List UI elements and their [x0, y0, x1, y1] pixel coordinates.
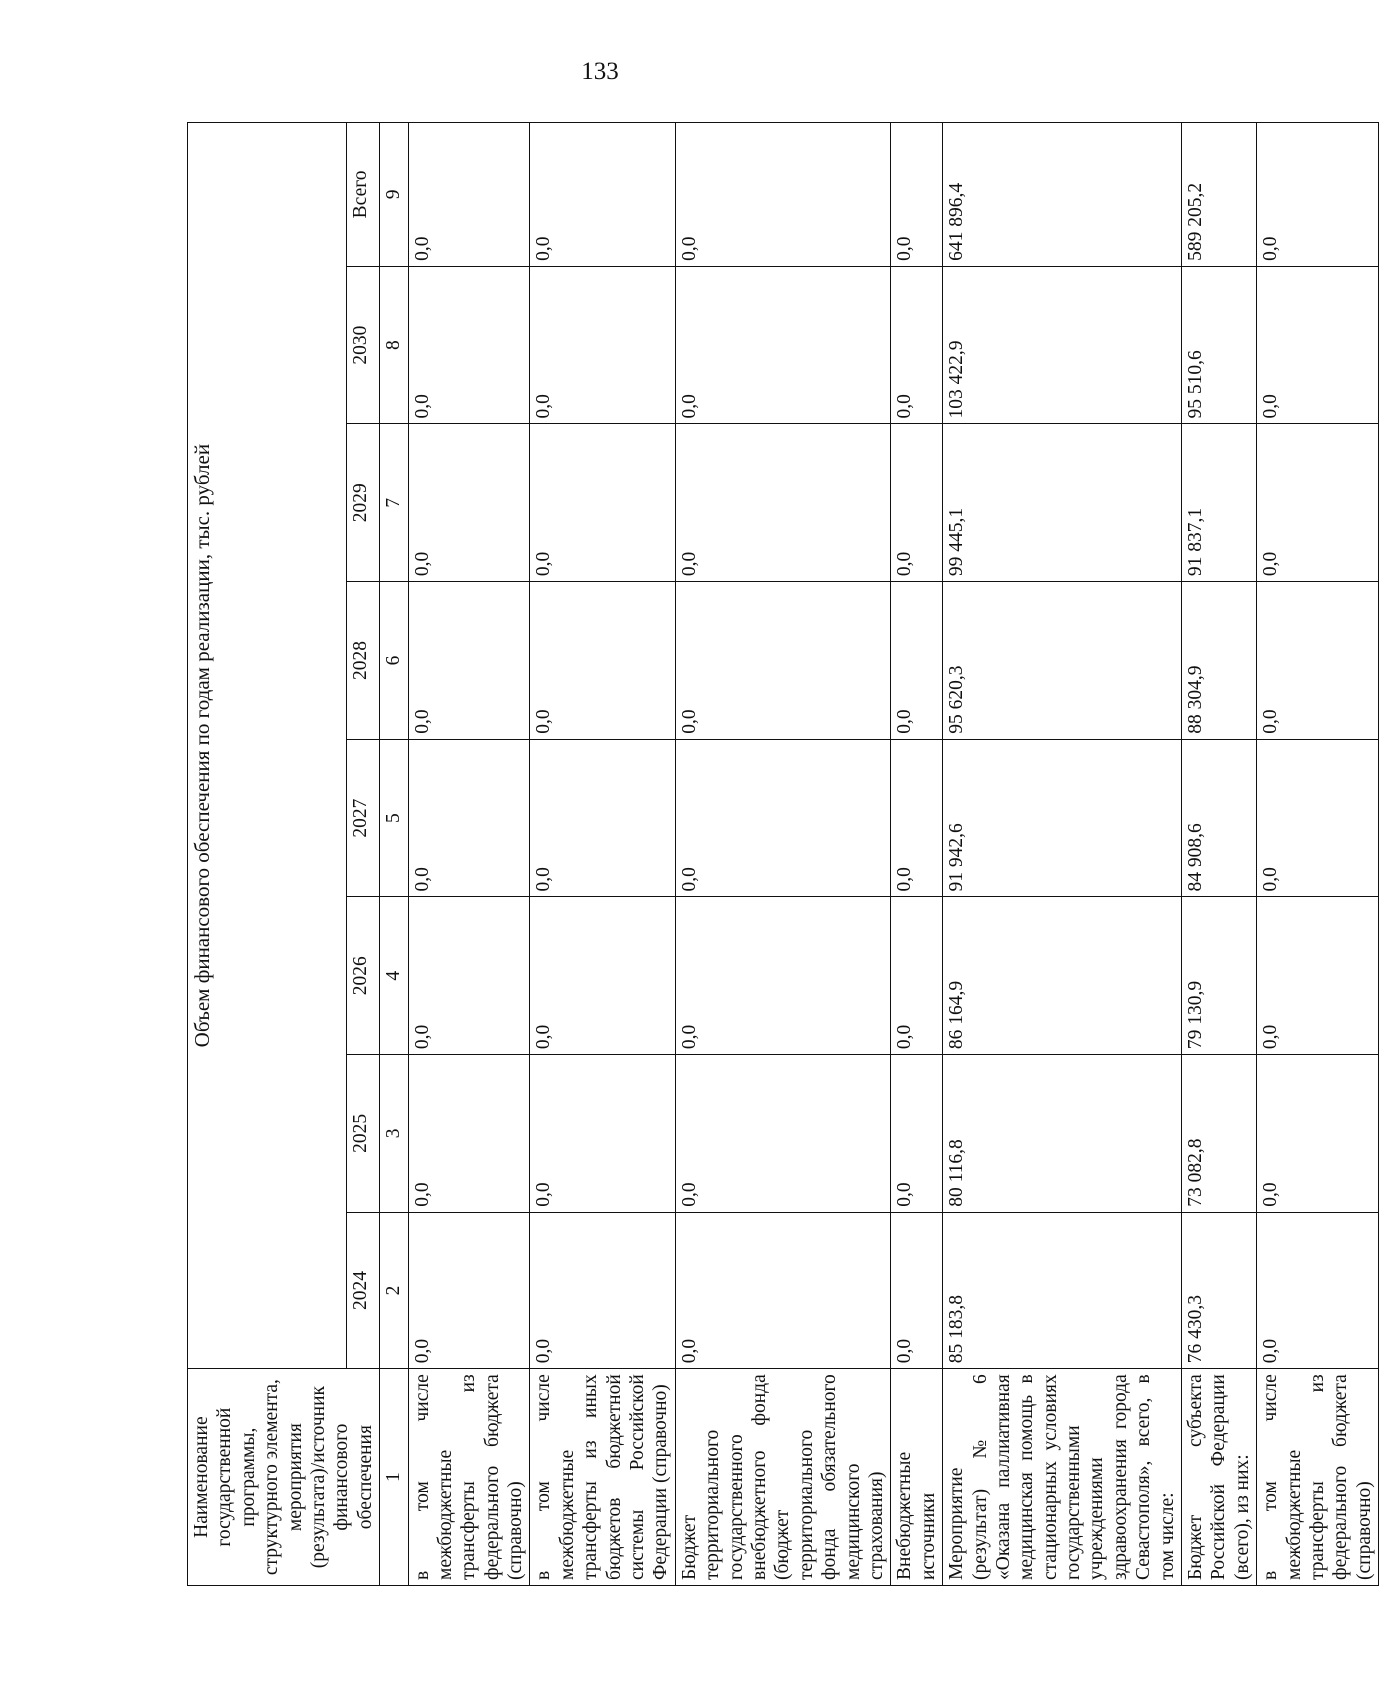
- value-cell: 0,0: [408, 1212, 530, 1368]
- value-cell: 0,0: [1257, 1212, 1379, 1368]
- value-cell: 0,0: [530, 1055, 675, 1213]
- column-index: 3: [380, 1055, 408, 1213]
- header-year: 2028: [347, 582, 380, 740]
- value-cell: 0,0: [530, 897, 675, 1055]
- row-label: в том числе межбюджетные трансферты из федерального бюджета (справочно): [1257, 1369, 1379, 1586]
- value-cell: 84 908,6: [1182, 739, 1257, 897]
- value-cell: 0,0: [408, 582, 530, 740]
- table-row: [1182, 123, 1257, 1586]
- value-cell: 95 620,3: [943, 582, 1182, 740]
- column-index: 2: [380, 1212, 408, 1368]
- header-year: 2029: [347, 424, 380, 582]
- value-cell: 91 942,6: [943, 739, 1182, 897]
- row-label: Бюджет территориального государственного внебюджетного фонда (бюджет территориального фонда обязательного медицинского страхования): [675, 1369, 891, 1586]
- value-cell: 0,0: [891, 266, 943, 424]
- table-row: [943, 123, 1182, 1586]
- page-number: 133: [581, 58, 619, 85]
- value-cell: 0,0: [675, 1055, 891, 1213]
- column-index: 5: [380, 739, 408, 897]
- column-index: 4: [380, 897, 408, 1055]
- value-cell: 641 896,4: [943, 123, 1182, 267]
- value-cell: 0,0: [1257, 1055, 1379, 1213]
- value-cell: 0,0: [891, 123, 943, 267]
- value-cell: 0,0: [530, 424, 675, 582]
- value-cell: 0,0: [1257, 266, 1379, 424]
- column-index: 7: [380, 424, 408, 582]
- header-name-cell: Наименование государственной программы, структурного элемента, мероприятия (результата)/источник финансового обеспечения: [188, 1369, 380, 1586]
- header-year: 2027: [347, 739, 380, 897]
- value-cell: 0,0: [408, 266, 530, 424]
- value-cell: 0,0: [408, 739, 530, 897]
- header-year: 2026: [347, 897, 380, 1055]
- value-cell: 0,0: [408, 1055, 530, 1213]
- rotated-table-wrapper: [187, 122, 1375, 1586]
- value-cell: 103 422,9: [943, 266, 1182, 424]
- column-index: 9: [380, 123, 408, 267]
- value-cell: 0,0: [891, 424, 943, 582]
- row-label: в том числе межбюджетные трансферты из иных бюджетов бюджетной системы Российской Федерации (справочно): [530, 1369, 675, 1586]
- header-year: 2024: [347, 1212, 380, 1368]
- column-index: 6: [380, 582, 408, 740]
- value-cell: 0,0: [1257, 897, 1379, 1055]
- row-label: Бюджет субъекта Российской Федерации (всего), из них:: [1182, 1369, 1257, 1586]
- value-cell: 88 304,9: [1182, 582, 1257, 740]
- value-cell: 0,0: [1257, 123, 1379, 267]
- value-cell: 0,0: [1257, 582, 1379, 740]
- value-cell: 0,0: [891, 739, 943, 897]
- value-cell: 0,0: [675, 424, 891, 582]
- value-cell: 0,0: [530, 739, 675, 897]
- row-label: в том числе межбюджетные трансферты из федерального бюджета (справочно): [408, 1369, 530, 1586]
- value-cell: 0,0: [675, 582, 891, 740]
- value-cell: 85 183,8: [943, 1212, 1182, 1368]
- header-year: 2030: [347, 266, 380, 424]
- value-cell: 0,0: [530, 266, 675, 424]
- row-label: Мероприятие (результат) № 6 «Оказана паллиативная медицинская помощь в стационарных условиях государственными учреждениями здравоохранения города Севастополя», всего, в том числе:: [943, 1369, 1182, 1586]
- value-cell: 0,0: [675, 266, 891, 424]
- value-cell: 0,0: [891, 1212, 943, 1368]
- value-cell: 80 116,8: [943, 1055, 1182, 1213]
- value-cell: 0,0: [408, 897, 530, 1055]
- table-row: [675, 123, 891, 1586]
- value-cell: 0,0: [408, 424, 530, 582]
- header-volume-title: Объем финансового обеспечения по годам реализации, тыс. рублей: [188, 123, 347, 1369]
- value-cell: 0,0: [530, 1212, 675, 1368]
- value-cell: 79 130,9: [1182, 897, 1257, 1055]
- value-cell: 0,0: [675, 1212, 891, 1368]
- table-row: [530, 123, 675, 1586]
- value-cell: 0,0: [530, 123, 675, 267]
- value-cell: 0,0: [675, 123, 891, 267]
- column-index: 8: [380, 266, 408, 424]
- column-index: 1: [380, 1369, 408, 1586]
- value-cell: 95 510,6: [1182, 266, 1257, 424]
- value-cell: 0,0: [1257, 739, 1379, 897]
- value-cell: 0,0: [891, 897, 943, 1055]
- value-cell: 0,0: [675, 739, 891, 897]
- value-cell: 91 837,1: [1182, 424, 1257, 582]
- header-year: 2025: [347, 1055, 380, 1213]
- value-cell: 0,0: [408, 123, 530, 267]
- financing-table: [187, 122, 1379, 1586]
- value-cell: 86 164,9: [943, 897, 1182, 1055]
- value-cell: 0,0: [891, 582, 943, 740]
- value-cell: 0,0: [675, 897, 891, 1055]
- table-row: [891, 123, 943, 1586]
- header-year-total: Всего: [347, 123, 380, 267]
- value-cell: 0,0: [891, 1055, 943, 1213]
- value-cell: 589 205,2: [1182, 123, 1257, 267]
- value-cell: 73 082,8: [1182, 1055, 1257, 1213]
- table-row: [408, 123, 530, 1586]
- value-cell: 76 430,3: [1182, 1212, 1257, 1368]
- row-label: Внебюджетные источники: [891, 1369, 943, 1586]
- table-row: [1257, 123, 1379, 1586]
- value-cell: 0,0: [530, 582, 675, 740]
- value-cell: 0,0: [1257, 424, 1379, 582]
- value-cell: 99 445,1: [943, 424, 1182, 582]
